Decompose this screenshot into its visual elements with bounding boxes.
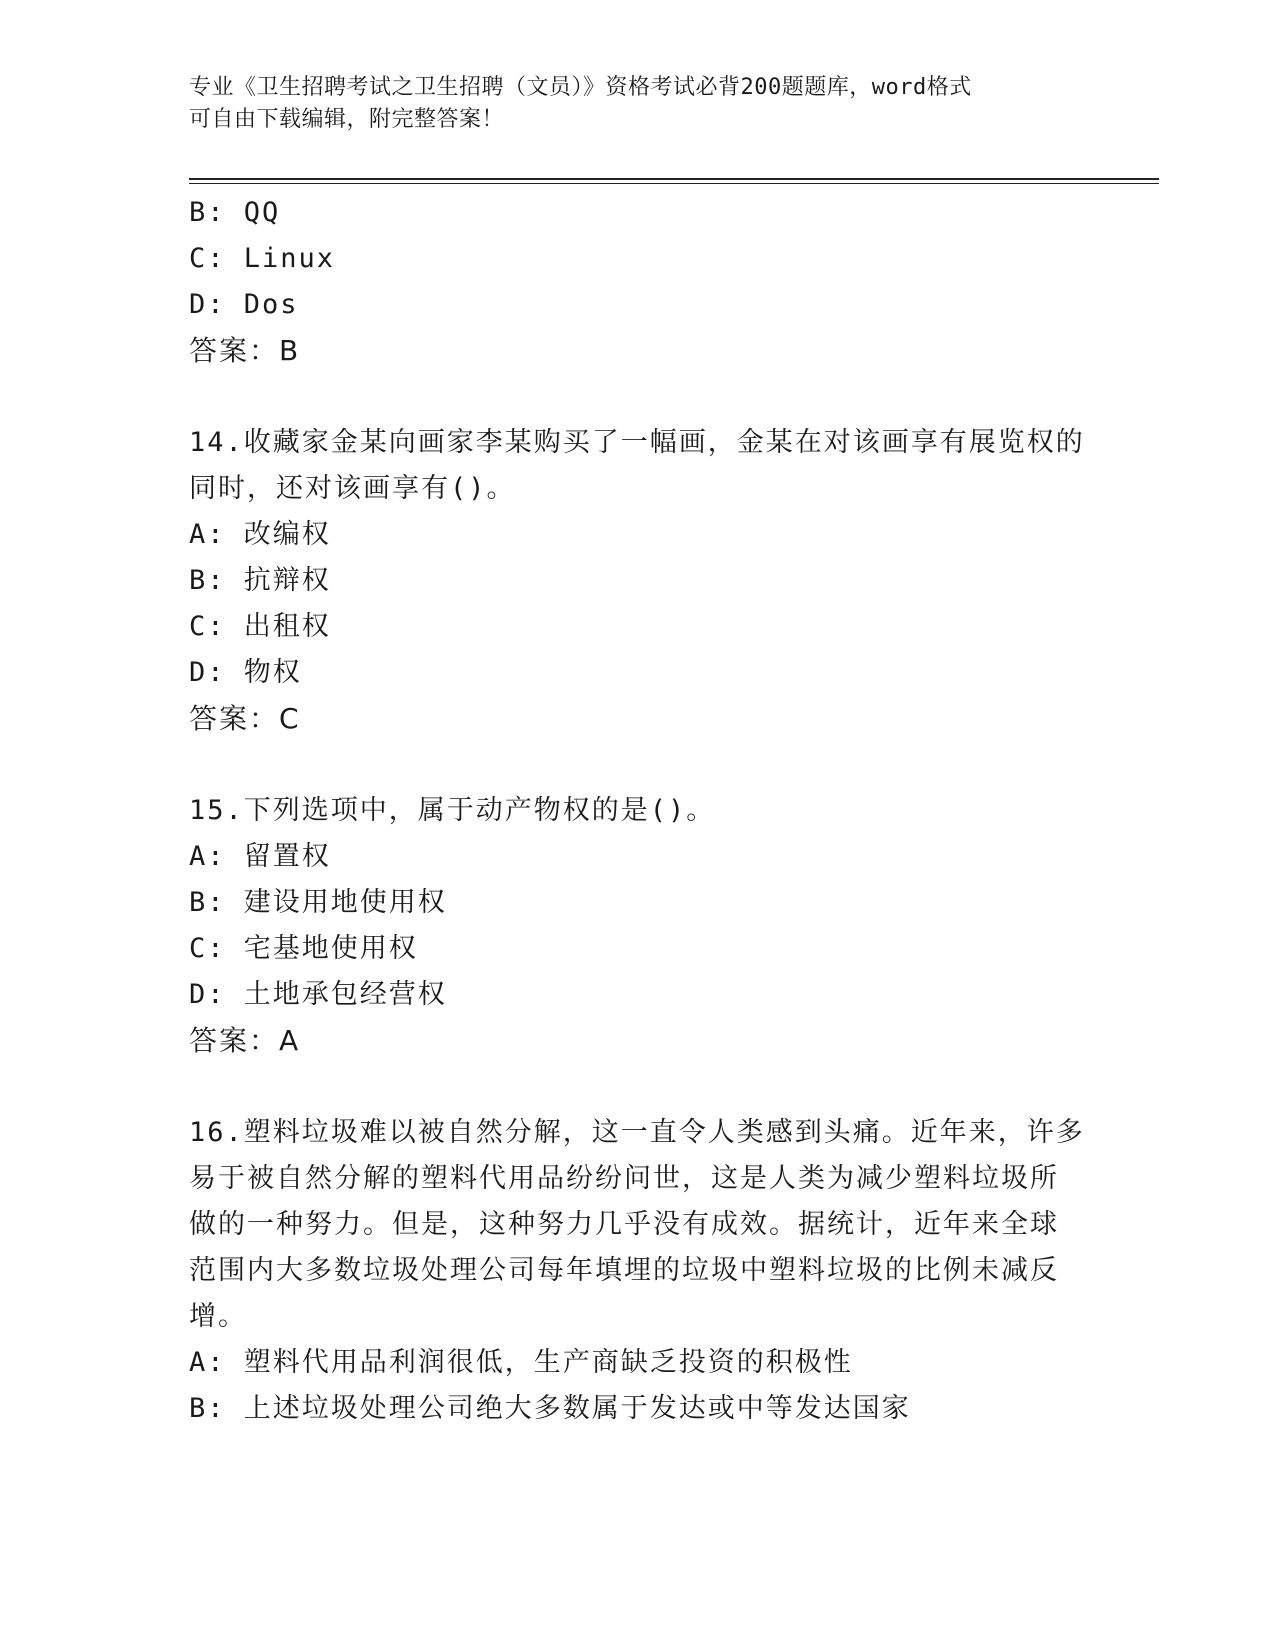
option-b: B: QQ: [189, 197, 281, 228]
answer: 答案：A: [189, 1024, 301, 1057]
header-divider-thin: [189, 183, 1159, 184]
question-stem: 14.收藏家金某向画家李某购买了一幅画，金某在对该画享有展览权的: [189, 427, 1085, 458]
option-d: D: 土地承包经营权: [189, 979, 447, 1010]
option-c: C: 宅基地使用权: [189, 933, 418, 964]
question-list: [189, 190, 1089, 1432]
question-stem: 范围内大多数垃圾处理公司每年填埋的垃圾中塑料垃圾的比例未减反: [189, 1255, 1059, 1286]
option-d: D: Dos: [189, 289, 299, 320]
option-a: A: 改编权: [189, 519, 331, 550]
question-stem: 易于被自然分解的塑料代用品纷纷问世，这是人类为减少塑料垃圾所: [189, 1163, 1059, 1194]
question-16: [189, 1110, 1089, 1432]
header-line-2: 可自由下载编辑，附完整答案！: [189, 107, 505, 132]
question-14: [189, 420, 1089, 742]
option-a: A: 塑料代用品利润很低，生产商缺乏投资的积极性: [189, 1347, 853, 1378]
question-stem: 做的一种努力。但是，这种努力几乎没有成效。据统计，近年来全球: [189, 1209, 1059, 1240]
option-b: B: 抗辩权: [189, 565, 331, 596]
answer: 答案：B: [189, 334, 301, 367]
option-d: D: 物权: [189, 657, 302, 688]
option-c: C: 出租权: [189, 611, 331, 642]
header-line-1: 专业《卫生招聘考试之卫生招聘（文员）》资格考试必背200题题库，word格式: [189, 75, 972, 100]
header-divider-thick: [189, 178, 1159, 180]
question-stem: 16.塑料垃圾难以被自然分解，这一直令人类感到头痛。近年来，许多: [189, 1117, 1085, 1148]
option-b: B: 上述垃圾处理公司绝大多数属于发达或中等发达国家: [189, 1393, 911, 1424]
question-13-tail: [189, 190, 1089, 374]
question-15: [189, 788, 1089, 1064]
option-b: B: 建设用地使用权: [189, 887, 447, 918]
document-header: [189, 72, 1089, 136]
question-stem: 增。: [189, 1301, 247, 1332]
question-stem: 同时，还对该画享有()。: [189, 473, 516, 504]
question-stem: 15.下列选项中，属于动产物权的是()。: [189, 795, 716, 826]
option-c: C: Linux: [189, 243, 336, 274]
option-a: A: 留置权: [189, 841, 331, 872]
answer: 答案：C: [189, 702, 301, 735]
